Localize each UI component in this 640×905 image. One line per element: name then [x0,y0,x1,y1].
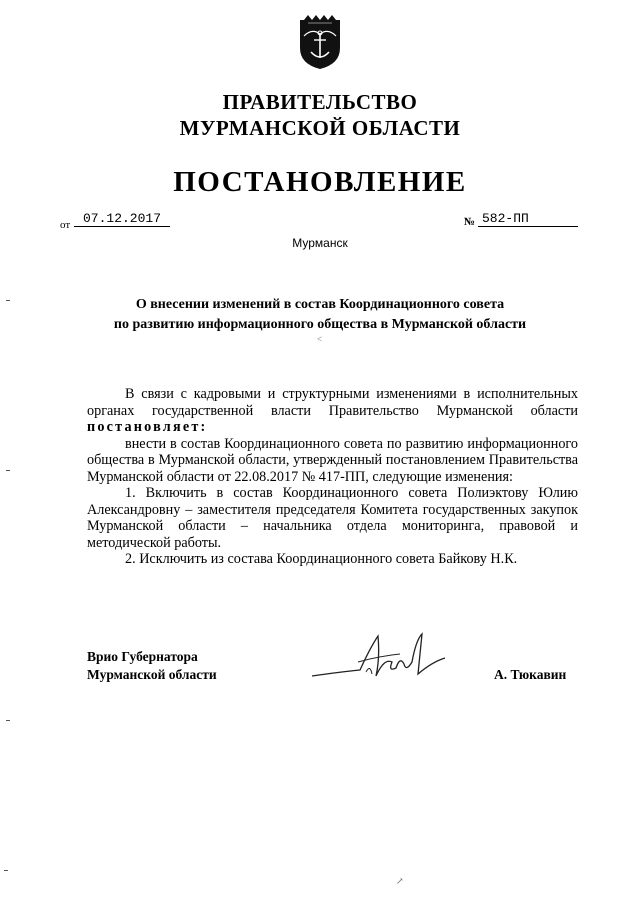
stray-mark: ↗ [396,876,404,886]
document-date: 07.12.2017 [74,212,170,227]
paragraph-1-text: В связи с кадровыми и структурными изменениями в исполнительных органах государственной власти Правительство Мурманской области [87,386,578,419]
resolution-keyword-colon: : [200,419,208,435]
document-body [87,386,578,568]
organization-name-line1: ПРАВИТЕЛЬСТВО [222,90,418,114]
handwritten-signature [300,628,450,688]
date-prefix: от [60,219,71,231]
document-title-line1: О внесении изменений в состав Координационного совета [135,297,505,312]
scan-mark [6,720,10,721]
scan-mark [4,870,8,871]
body-paragraph-2: внести в состав Координационного совета по развитию информационного общества в Мурманской области, утвержденный постановлением Правительства Мурманской области от 22.08.2017 № 417-ПП, следующие изменения: [87,435,578,485]
signatory-position-line1: Врио Губернатора [87,649,198,664]
body-paragraph-1 [87,386,578,436]
number-prefix: № [464,216,476,228]
resolution-keyword: постановляет [87,419,201,435]
signatory-position-line2: Мурманской области [87,667,217,682]
signatory-name: А. Тюкавин [494,667,567,682]
document-number: 582-ПП [478,212,578,227]
city: Мурманск [292,236,348,250]
organization-name-line2: МУРМАНСКОЙ ОБЛАСТИ [179,116,461,140]
document-title-line2: по развитию информационного общества в Мурманской области [113,317,527,332]
document-type: ПОСТАНОВЛЕНИЕ [173,166,467,198]
scan-mark [6,470,10,471]
coat-of-arms-emblem [298,14,342,70]
body-paragraph-4: 2. Исключить из состава Координационного совета Байкову Н.К. [125,551,518,567]
stray-mark: < [317,334,323,344]
scan-mark [6,300,10,301]
body-paragraph-3: 1. Включить в состав Координационного совета Полиэктову Юлию Александровну – заместителя председателя Комитета государственных закупок Мурманской области – начальника отдела мониторинга, правовой и методической работы. [87,485,578,551]
